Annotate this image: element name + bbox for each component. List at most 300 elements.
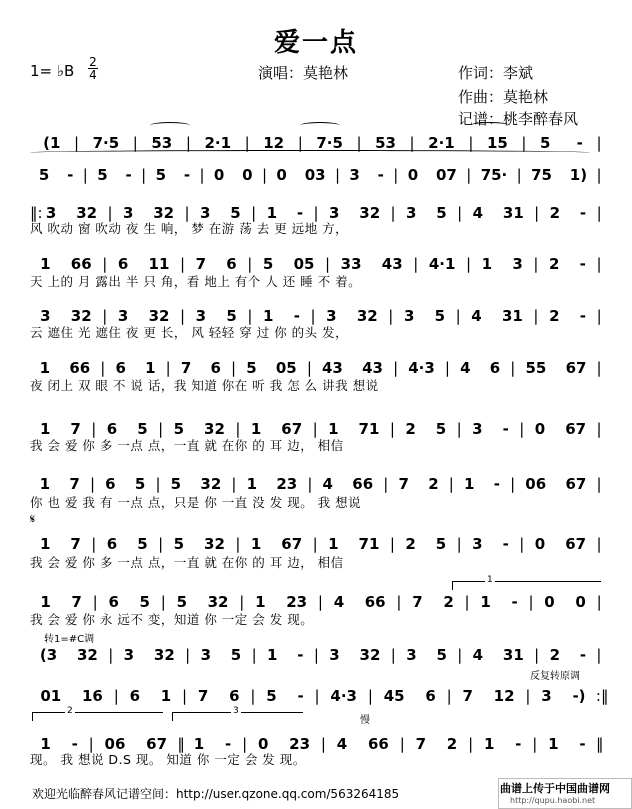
note: 5: [435, 420, 447, 438]
barline: |: [306, 359, 312, 377]
note: 6: [425, 687, 436, 705]
note: 0: [407, 166, 419, 184]
note: 1: [255, 593, 266, 611]
note: 15: [486, 134, 508, 152]
note: 6: [115, 359, 126, 377]
note: 53: [375, 134, 396, 152]
note: 06: [104, 735, 126, 753]
barline: |: [596, 166, 602, 184]
time-bottom: 4: [89, 68, 97, 82]
note: -: [293, 307, 300, 325]
barline: |: [132, 134, 138, 152]
barline: |: [510, 475, 516, 493]
note: 5: [137, 535, 148, 553]
note: 0: [242, 166, 253, 184]
note: 5: [246, 359, 257, 377]
lyric-line-5: 云 遮住 光 遮住 夜 更 长， 风 轻轻 穿 过 你 的头 发，: [30, 325, 349, 340]
score-line-10: [30, 587, 602, 611]
barline: ‖:: [30, 204, 43, 222]
note: 32: [70, 307, 92, 325]
volta-1: [452, 575, 601, 590]
volta-1-label: 1: [487, 575, 493, 585]
note: 32: [153, 204, 175, 222]
note: 2: [446, 735, 458, 753]
barline: |: [389, 420, 395, 438]
footer-welcome: 欢迎光临醉春风记谱空间：http://user.qzone.qq.com/563264185: [32, 787, 400, 801]
barline: |: [399, 735, 405, 753]
barline: |: [516, 166, 522, 184]
note: 32: [200, 475, 222, 493]
note: -: [515, 735, 522, 753]
barline: |: [534, 646, 540, 664]
note: -: [579, 735, 586, 753]
note: -: [377, 166, 384, 184]
barline: |: [596, 420, 602, 438]
note: 01: [40, 687, 62, 705]
transcriber: 记谱：桃李醉春风: [458, 110, 579, 128]
slur: [470, 122, 510, 129]
note: 3: [199, 204, 211, 222]
barline: |: [155, 475, 161, 493]
barline: |: [179, 255, 186, 273]
note: 3: [117, 307, 129, 325]
note: 33: [340, 255, 362, 273]
note: 12: [493, 687, 515, 705]
note: 1: [250, 535, 262, 553]
note: 67: [565, 359, 587, 377]
note: 32: [356, 307, 378, 325]
barline: |: [466, 166, 472, 184]
note: 75·: [480, 166, 508, 184]
note: -: [67, 166, 74, 184]
note: 4: [471, 307, 482, 325]
barline: |: [596, 593, 602, 611]
barline: |: [185, 646, 191, 664]
note: 7: [70, 420, 81, 438]
note: 2·1: [204, 134, 232, 152]
barline: |: [314, 687, 320, 705]
note: 6: [210, 359, 221, 377]
barline: |: [100, 359, 106, 377]
score-line-8: [30, 469, 602, 493]
note: 6: [226, 255, 237, 273]
note: 32: [76, 204, 98, 222]
lyric-line-8: 你 也 爱 我 有 一点 点，只是 你 一直 没 发 现。 我 想说: [30, 495, 362, 510]
note: 4·1: [428, 255, 456, 273]
note: 5: [38, 166, 50, 184]
barline: |: [310, 307, 316, 325]
note: 3: [195, 307, 207, 325]
note: 5: [262, 255, 274, 273]
note: (3: [39, 646, 58, 664]
note: 0: [257, 735, 269, 753]
note: 0: [276, 166, 287, 184]
barline: |: [519, 420, 525, 438]
note: 7: [462, 687, 473, 705]
time-signature: [88, 56, 98, 81]
barline: |: [519, 535, 525, 553]
note: 5: [435, 535, 447, 553]
barline: |: [468, 134, 474, 152]
volta-2-label: 2: [67, 706, 73, 716]
note: 1: [40, 735, 51, 753]
note: 3: [512, 255, 523, 273]
note: 0: [575, 593, 586, 611]
note: 1: [263, 307, 274, 325]
note: 5: [436, 204, 447, 222]
note: 3: [40, 307, 51, 325]
note: 32: [207, 593, 229, 611]
note: 2·1: [428, 134, 455, 152]
note: 32: [76, 646, 98, 664]
volta-3-label: 3: [233, 706, 239, 716]
note: 3: [329, 646, 340, 664]
note: 5: [226, 307, 237, 325]
barline: |: [596, 475, 602, 493]
barline: |: [141, 166, 147, 184]
note: 75: [531, 166, 552, 184]
barline: |: [383, 475, 389, 493]
note: 66: [352, 475, 374, 493]
barline: |: [596, 204, 602, 222]
barline: |: [528, 593, 534, 611]
barline: |: [113, 687, 119, 705]
note: 7·5: [92, 134, 120, 152]
barline: |: [390, 204, 396, 222]
barline: |: [231, 475, 237, 493]
note: 6: [105, 475, 116, 493]
barline: |: [532, 735, 538, 753]
note: 6: [129, 687, 141, 705]
score-line-2: [30, 160, 602, 184]
barline: |: [521, 134, 527, 152]
note: -: [183, 166, 191, 184]
composer: 作曲：莫艳林: [458, 88, 549, 106]
barline: |: [91, 420, 97, 438]
barline: |: [247, 255, 253, 273]
barline: |: [73, 134, 80, 152]
modulation-note: 转1=#C调: [44, 634, 95, 645]
note: 4: [336, 735, 348, 753]
note: 6: [106, 420, 118, 438]
note: (1: [43, 134, 61, 152]
barline: |: [596, 359, 602, 377]
barline: |: [457, 646, 463, 664]
score-line-9: [30, 529, 602, 553]
note: 1: [480, 593, 491, 611]
barline: |: [393, 166, 399, 184]
note: 1: [160, 687, 172, 705]
barline: |: [396, 593, 402, 611]
barline: |: [231, 359, 237, 377]
note: 2: [548, 255, 560, 273]
barline: |: [165, 359, 171, 377]
barline: |: [464, 593, 470, 611]
score-line-11: [30, 640, 602, 664]
note: 1: [250, 420, 262, 438]
score-line-5: [30, 301, 602, 325]
barline: |: [596, 134, 602, 152]
barline: |: [389, 535, 395, 553]
note: 03: [304, 166, 326, 184]
barline: |: [182, 687, 188, 705]
note: 5: [266, 687, 277, 705]
note: 1: [548, 735, 559, 753]
note: 5: [137, 420, 148, 438]
note: 67: [565, 420, 587, 438]
note: 1: [328, 420, 339, 438]
note: -: [71, 735, 78, 753]
note: 12: [263, 134, 285, 152]
barline: |: [158, 535, 164, 553]
note: 5: [97, 166, 108, 184]
barline: |: [158, 420, 164, 438]
barline: |: [88, 735, 94, 753]
note: 67: [565, 535, 587, 553]
note: 2: [428, 475, 439, 493]
note: 32: [148, 307, 170, 325]
barline: |: [388, 307, 394, 325]
note: -: [502, 535, 509, 553]
time-top: 2: [89, 55, 97, 69]
note: 1: [483, 735, 495, 753]
barline: |: [235, 535, 241, 553]
note: 5: [173, 420, 185, 438]
lyric-line-13: 现。 我 想说 D.S 现。 知道 你 一定 会 发 现。: [30, 752, 306, 767]
note: 1: [266, 204, 278, 222]
note: 3: [45, 204, 57, 222]
barline: |: [510, 359, 516, 377]
note: 67: [565, 475, 587, 493]
note: -: [579, 307, 586, 325]
note: 3: [472, 420, 483, 438]
note: 7: [71, 593, 82, 611]
note: 05: [293, 255, 315, 273]
note: 31: [502, 646, 524, 664]
volta-3: [172, 706, 303, 721]
note: 32: [153, 646, 175, 664]
note: 07: [435, 166, 457, 184]
barline: |: [356, 134, 362, 152]
note: 6: [117, 255, 129, 273]
lyric-line-7: 我 会 爱 你 多 一点 点，一直 就 在你 的 耳 边， 相信: [30, 438, 344, 453]
note: 71: [358, 535, 380, 553]
note: 1: [39, 475, 51, 493]
note: 43: [322, 359, 343, 377]
barline: |: [393, 359, 399, 377]
note: 32: [204, 535, 225, 553]
barline: |: [320, 735, 326, 753]
barline: |: [466, 255, 472, 273]
note: 6: [489, 359, 501, 377]
note: 67: [281, 420, 303, 438]
barline: |: [251, 204, 257, 222]
note: 4: [322, 475, 333, 493]
note: 3: [200, 646, 211, 664]
note: -: [224, 735, 232, 753]
barline: |: [184, 204, 190, 222]
barline: |: [89, 475, 96, 493]
note: 31: [502, 204, 524, 222]
note: 2: [405, 535, 416, 553]
note: 1: [328, 535, 339, 553]
note: -: [579, 646, 587, 664]
note: 05: [275, 359, 297, 377]
note: 3: [406, 646, 417, 664]
note: 1: [463, 475, 475, 493]
barline: |: [448, 475, 454, 493]
barline: |: [456, 420, 462, 438]
barline: |: [102, 255, 108, 273]
note: 53: [151, 134, 173, 152]
barline: |: [367, 687, 373, 705]
barline: |: [312, 535, 318, 553]
note: 7: [415, 735, 427, 753]
barline: |: [325, 255, 331, 273]
barline: |: [533, 255, 539, 273]
note: 3: [472, 535, 483, 553]
note: 5: [173, 535, 185, 553]
lyric-line-10: 我 会 爱 你 永 远不 变，知道 你 一定 会 发 现。: [30, 612, 314, 627]
note: 3: [326, 307, 337, 325]
barline: |: [261, 166, 268, 184]
note: 11: [148, 255, 170, 273]
note: 1: [39, 420, 51, 438]
tempo-slow: 慢: [360, 715, 370, 726]
note: 32: [359, 204, 381, 222]
barline: |: [108, 646, 114, 664]
barline: |: [390, 646, 396, 664]
barline: |: [250, 687, 256, 705]
note: 23: [276, 475, 298, 493]
note: 71: [358, 420, 380, 438]
lyric-line-3: 风 吹动 窗 吹动 夜 生 响， 梦 在游 荡 去 更 远地 方，: [30, 221, 349, 236]
barline: |: [596, 646, 602, 664]
lyricist: 作词：李斌: [458, 64, 534, 82]
note: 6: [229, 687, 240, 705]
barline: |: [533, 307, 539, 325]
repeat-note: 反复转原调: [530, 671, 580, 682]
note: 6: [106, 535, 118, 553]
note: 1): [569, 166, 588, 184]
note: -): [572, 687, 586, 705]
barline: |: [307, 475, 313, 493]
note: 3: [406, 204, 417, 222]
note: -: [576, 134, 583, 152]
barline: |: [247, 307, 253, 325]
barline: |: [468, 735, 474, 753]
slur: [150, 122, 190, 129]
note: 0: [534, 535, 546, 553]
barline: |: [456, 535, 462, 553]
note: 3: [122, 204, 134, 222]
barline: |: [297, 134, 303, 152]
note: 5: [230, 204, 241, 222]
barline: ‖: [595, 735, 604, 753]
note: 5: [176, 593, 187, 611]
barline: |: [185, 134, 191, 152]
note: 7: [398, 475, 409, 493]
barline: |: [244, 134, 250, 152]
note: 0: [534, 420, 546, 438]
barline: |: [334, 166, 341, 184]
note: 5: [170, 475, 182, 493]
barline: |: [313, 204, 319, 222]
barline: |: [235, 420, 241, 438]
note: 5: [540, 134, 551, 152]
slur: [300, 122, 340, 129]
score-line-6: [30, 353, 602, 377]
note: 4: [333, 593, 345, 611]
barline: |: [199, 166, 205, 184]
note: 55: [525, 359, 547, 377]
barline: |: [534, 204, 540, 222]
note: -: [297, 646, 304, 664]
note: 66: [367, 735, 389, 753]
barline: |: [251, 646, 257, 664]
note: 7: [180, 359, 192, 377]
key-signature: 1= ♭B: [30, 62, 75, 80]
note: 4: [472, 204, 484, 222]
note: 0: [213, 166, 225, 184]
barline: |: [313, 646, 319, 664]
barline: |: [92, 593, 98, 611]
note: -: [511, 593, 518, 611]
note: 4: [472, 646, 484, 664]
song-title: 爱一点: [273, 28, 358, 58]
note: -: [296, 204, 304, 222]
note: 1: [267, 646, 278, 664]
volta-2: [32, 706, 163, 721]
barline: |: [596, 307, 602, 325]
note: 5: [139, 593, 150, 611]
barline: |: [91, 535, 97, 553]
note: 67: [146, 735, 168, 753]
barline: |: [413, 255, 419, 273]
note: 0: [544, 593, 555, 611]
barline: |: [180, 307, 186, 325]
note: 1: [481, 255, 493, 273]
score-line-12: [30, 681, 609, 705]
note: 5: [134, 475, 146, 493]
note: 3: [123, 646, 135, 664]
note: 4·3: [408, 359, 435, 377]
note: 2: [549, 646, 561, 664]
barline: |: [317, 593, 323, 611]
barline: :‖: [595, 687, 609, 705]
note: 1: [193, 735, 205, 753]
note: 2: [549, 204, 561, 222]
note: 31: [501, 307, 523, 325]
note: 32: [204, 420, 225, 438]
note: 1: [246, 475, 258, 493]
note: 1: [39, 359, 51, 377]
note: 43: [381, 255, 403, 273]
note: 3: [541, 687, 552, 705]
segno-icon: 𝄋: [30, 512, 36, 526]
note: 5: [434, 307, 446, 325]
note: 3: [403, 307, 415, 325]
barline: ‖: [177, 735, 185, 753]
note: 23: [289, 735, 311, 753]
note: 66: [364, 593, 386, 611]
note: 4·3: [330, 687, 357, 705]
note: 16: [81, 687, 103, 705]
slur: [30, 150, 590, 155]
note: 67: [281, 535, 303, 553]
barline: |: [102, 307, 108, 325]
note: 7: [69, 475, 80, 493]
